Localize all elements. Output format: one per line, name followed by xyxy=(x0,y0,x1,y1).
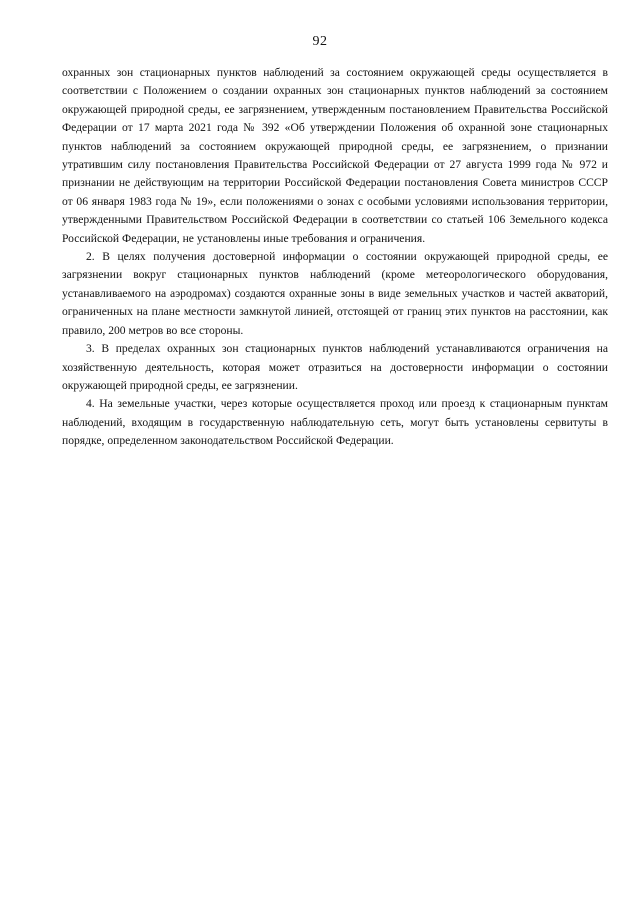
paragraph-continuation: охранных зон стационарных пунктов наблюдений за состоянием окружающей среды осуществляется в соответствии с Положением о создании охранных зон стационарных пунктов наблюдений за состоянием окружающей природной среды, ее загрязнением, утвержденным постановлением Правительства Российской Федерации от 17 марта 2021 года № 392 «Об утверждении Положения об охранной зоне стационарных пунктов наблюдений за состоянием окружающей природной среды, ее загрязнением, о признании утратившим силу постановления Правительства Российской Федерации от 27 августа 1999 года № 972 и признании не действующим на территории Российской Федерации постановления Совета министров СССР от 06 января 1983 года № 19», если положениями о зонах с особыми условиями использования территории, утвержденными Правительством Российской Федерации в соответствии со статьей 106 Земельного кодекса Российской Федерации, не установлены иные требования и ограничения. xyxy=(62,66,608,245)
paragraph-item-3: 3. В пределах охранных зон стационарных пунктов наблюдений устанавливаются ограничения на хозяйственную деятельность, которая может отразиться на достоверности информации о состоянии окружающей природной среды, ее загрязнении. xyxy=(62,342,608,392)
document-body xyxy=(62,64,608,451)
paragraph-item-2: 2. В целях получения достоверной информации о состоянии окружающей природной среды, ее загрязнении вокруг стационарных пунктов наблюдений (кроме метеорологического оборудования, устанавливаемого на аэродромах) создаются охранные зоны в виде земельных участков и частей акваторий, ограниченных на плане местности замкнутой линией, отстоящей от границ этих пунктов на расстоянии, как правило, 200 метров во все стороны. xyxy=(62,250,608,337)
paragraph-item-4: 4. На земельные участки, через которые осуществляется проход или проезд к стационарным пунктам наблюдений, входящим в государственную наблюдательную сеть, могут быть установлены сервитуты в порядке, определенном законодательством Российской Федерации. xyxy=(62,397,608,448)
page-number: 92 xyxy=(312,34,328,49)
